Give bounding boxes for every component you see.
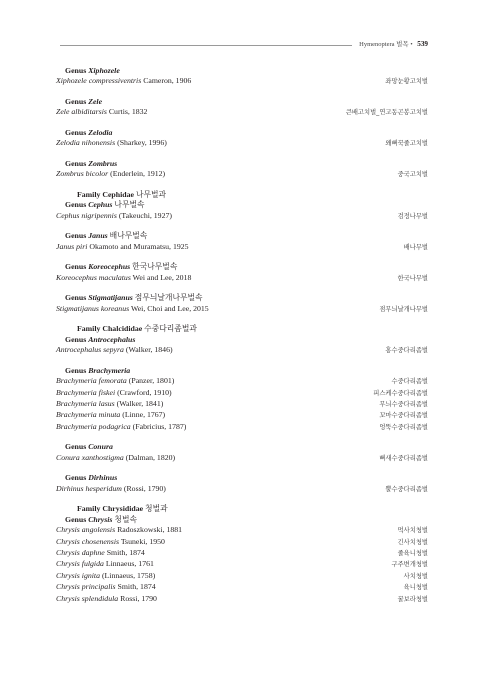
species-entry [56,484,428,495]
species-scientific [56,582,156,592]
genus-korean-name: 배나무벌속 [109,231,148,241]
taxon-group [56,473,428,495]
genus-name: Zelodia [88,128,113,137]
species-scientific [56,273,191,283]
running-header [359,39,428,48]
species-entry [56,138,428,149]
genus-name: Janus [88,231,108,241]
taxon-group [56,366,428,433]
species-author: (Dalman, 1820) [125,452,176,462]
genus-korean-name: 한국나무벌속 [132,262,178,272]
species-entry [56,273,428,284]
family-korean-name: 나무벌과 [135,190,167,199]
species-name: Chrysis daphne [56,548,105,558]
genus-name: Dirhinus [88,473,118,483]
genus-heading [56,231,428,241]
genus-rank-label: Genus [65,231,87,241]
species-name: Chrysis angolensis [56,525,116,535]
genus-korean-name: 청벌속 [114,514,138,524]
genus-heading [56,515,428,525]
species-korean-name: 꿀보라청벌 [397,595,428,603]
species-author: (Walker, 1841) [116,399,164,409]
species-korean-name: 줄육니청벌 [397,550,428,558]
genus-korean-name: 점무늬날개나무벌속 [134,293,203,303]
genus-heading [56,200,428,210]
genus-rank-label: Genus [65,262,87,272]
species-entry [56,422,428,433]
species-author: (Panzer, 1801) [128,376,175,386]
species-name: Chrysis principalis [56,582,116,592]
species-scientific [56,169,165,179]
species-name: Chrysis chosenensis [56,536,120,546]
genus-rank-label: Genus [65,66,87,75]
genus-rank-label: Genus [65,128,87,137]
genus-rank-label: Genus [65,514,87,524]
species-name: Brachymeria podagrica [56,421,131,431]
species-author: Cameron, 1906 [143,76,192,86]
genus-name: Zombrus [88,159,118,168]
species-scientific [56,388,172,398]
genus-heading [56,128,428,138]
species-author: (Sharkey, 1996) [117,138,167,148]
species-korean-name: 구주변개청벌 [391,561,428,569]
species-author: (Crawford, 1910) [117,387,172,397]
species-korean-name: 좌망눈황고치벌 [385,78,428,86]
page-number: 539 [417,40,428,48]
taxon-group [56,190,428,222]
genus-rank-label: Genus [65,473,87,483]
species-name: Koreocephus maculatus [56,272,131,282]
species-entry [56,399,428,410]
genus-heading [56,159,428,169]
species-name: Brachymeria minuta [56,410,121,420]
species-scientific [56,76,191,86]
species-name: Zelodia nihonensis [56,138,116,148]
genus-heading [56,97,428,107]
species-korean-name: 배나무벌 [403,243,428,251]
species-entry [56,582,428,593]
species-entry [56,548,428,559]
taxon-group [56,66,428,88]
family-name: Chalcididae [102,324,143,334]
species-entry [56,211,428,222]
family-name: Chrysididae [102,504,144,514]
species-name: Brachymeria fiskei [56,387,116,397]
species-entry [56,345,428,356]
taxon-group [56,442,428,464]
species-scientific [56,242,189,252]
species-name: Janus piri [56,241,88,251]
species-scientific [56,211,172,221]
species-korean-name: 한국나무벌 [397,274,428,282]
header-rule [60,45,352,46]
species-scientific [56,548,145,558]
genus-korean-name: 나무벌속 [114,200,145,210]
family-heading [56,190,428,200]
species-author: (Takeuchi, 1927) [118,210,172,220]
species-korean-name: 뻐새수중다리좀벌 [379,454,428,462]
genus-rank-label: Genus [65,334,87,344]
genus-rank-label: Genus [65,97,87,106]
species-author: Smith, 1874 [117,582,156,592]
genus-heading [56,293,428,303]
genus-name: Stigmatijanus [88,293,133,303]
genus-rank-label: Genus [65,159,87,168]
species-author: Curtis, 1832 [108,107,148,117]
species-korean-name: 긴사치청벌 [397,538,428,546]
species-scientific [56,399,163,409]
species-entry [56,388,428,399]
species-name: Chrysis fulgida [56,559,104,569]
species-korean-name: 사치청벌 [403,572,428,580]
species-entry [56,169,428,180]
species-name: Conura xanthostigma [56,452,124,462]
genus-heading [56,366,428,376]
species-author: (Walker, 1846) [125,345,173,355]
species-author: Okamoto and Muramatsu, 1925 [89,241,189,251]
family-name: Cephidae [102,190,134,199]
species-author: Wei, Choi and Lee, 2015 [130,303,209,313]
species-author: (Enderlein, 1912) [110,169,166,179]
species-korean-name: 중국고치벌 [397,171,428,179]
species-korean-name: 육니청벌 [403,584,428,592]
species-korean-name: 먹사치청벌 [397,527,428,535]
species-name: Cephus nigripennis [56,210,117,220]
species-entry [56,571,428,582]
taxon-group [56,159,428,181]
species-scientific [56,376,174,386]
species-korean-name: 엉뚝수중다리좀벌 [379,423,428,431]
species-scientific [56,594,157,604]
taxon-group [56,128,428,150]
species-scientific [56,345,173,355]
family-rank-label: Family [77,190,101,199]
species-name: Zombrus bicolor [56,169,109,179]
taxon-group [56,324,428,356]
family-rank-label: Family [77,504,101,514]
species-name: Zele albiditarsis [56,107,107,117]
genus-rank-label: Genus [65,200,87,210]
species-entry [56,76,428,87]
species-author: (Rossi, 1790) [123,483,166,493]
genus-name: Cephus [88,200,113,210]
genus-rank-label: Genus [65,442,87,452]
family-heading [56,324,428,334]
species-author: (Fabricius, 1787) [132,421,187,431]
species-korean-name: 뿔수중다리좀벌 [385,485,428,493]
species-scientific [56,138,167,148]
species-author: (Linnaeus, 1758) [101,570,156,580]
genus-heading [56,262,428,272]
genus-name: Koreocephus [88,262,131,272]
species-name: Chrysis splendidula [56,593,119,603]
species-entry [56,559,428,570]
taxon-group [56,504,428,605]
species-entry [56,525,428,536]
species-entry [56,242,428,253]
species-korean-name: 점무늬날개나무벌 [379,305,428,313]
species-entry [56,107,428,118]
species-scientific [56,559,154,569]
species-entry [56,453,428,464]
species-author: Linnaeus, 1761 [105,559,154,569]
species-name: Stigmatijanus koreanus [56,303,130,313]
species-korean-name: 왜뻐꾹줄고치벌 [385,140,428,148]
species-korean-name: 꼬마수중다리좀벌 [379,412,428,420]
genus-name: Zele [88,97,103,106]
species-korean-name: 검정나무벌 [397,212,428,220]
species-scientific [56,537,165,547]
species-scientific [56,107,147,117]
genus-name: Xiphozele [88,66,120,75]
species-author: Wei and Lee, 2018 [132,272,192,282]
species-name: Dirhinus hesperidum [56,483,122,493]
species-scientific [56,484,166,494]
species-korean-name: 수중다리좀벌 [391,378,428,386]
family-korean-name: 청벌과 [145,504,168,514]
species-author: Radoszkowski, 1881 [117,525,183,535]
taxon-group [56,231,428,253]
species-scientific [56,571,155,581]
taxon-group [56,262,428,284]
species-entry [56,376,428,387]
genus-rank-label: Genus [65,365,87,375]
species-entry [56,304,428,315]
species-author: Tsuneki, 1950 [120,536,165,546]
species-scientific [56,422,186,432]
genus-rank-label: Genus [65,293,87,303]
species-name: Brachymeria lasus [56,399,115,409]
running-title: Hymenoptera 벌목 [359,41,409,48]
genus-name: Brachymeria [88,365,131,375]
family-korean-name: 수중다리좀벌과 [144,324,197,334]
species-entry [56,410,428,421]
species-name: Antrocephalus sepyra [56,345,124,355]
species-korean-name: 홍수중다리좀벌 [385,347,428,355]
genus-heading [56,66,428,76]
taxa-list [56,66,428,614]
family-rank-label: Family [77,324,101,334]
taxon-group [56,293,428,315]
genus-heading [56,335,428,345]
genus-name: Chrysis [88,514,113,524]
header-bullet: • [410,41,413,48]
species-scientific [56,304,209,314]
species-scientific [56,453,175,463]
family-heading [56,504,428,514]
species-name: Xiphozele compressiventris [56,76,142,86]
species-author: Smith, 1874 [106,548,145,558]
species-scientific [56,525,182,535]
species-korean-name: 무늬수중다리좀벌 [379,401,428,409]
species-author: (Linne, 1767) [122,410,166,420]
genus-name: Conura [88,442,113,452]
taxon-group [56,97,428,119]
genus-name: Antrocephalus [88,334,136,344]
genus-heading [56,442,428,452]
species-author: Rossi, 1790 [120,593,157,603]
species-korean-name: 피스케수중다리좀벌 [373,389,428,397]
species-name: Chrysis ignita [56,570,100,580]
species-entry [56,594,428,605]
species-entry [56,537,428,548]
species-scientific [56,410,165,420]
species-name: Brachymeria femorata [56,376,127,386]
genus-heading [56,473,428,483]
species-korean-name: 큰배고치벌_연고동곤봉고치벌 [345,109,428,117]
